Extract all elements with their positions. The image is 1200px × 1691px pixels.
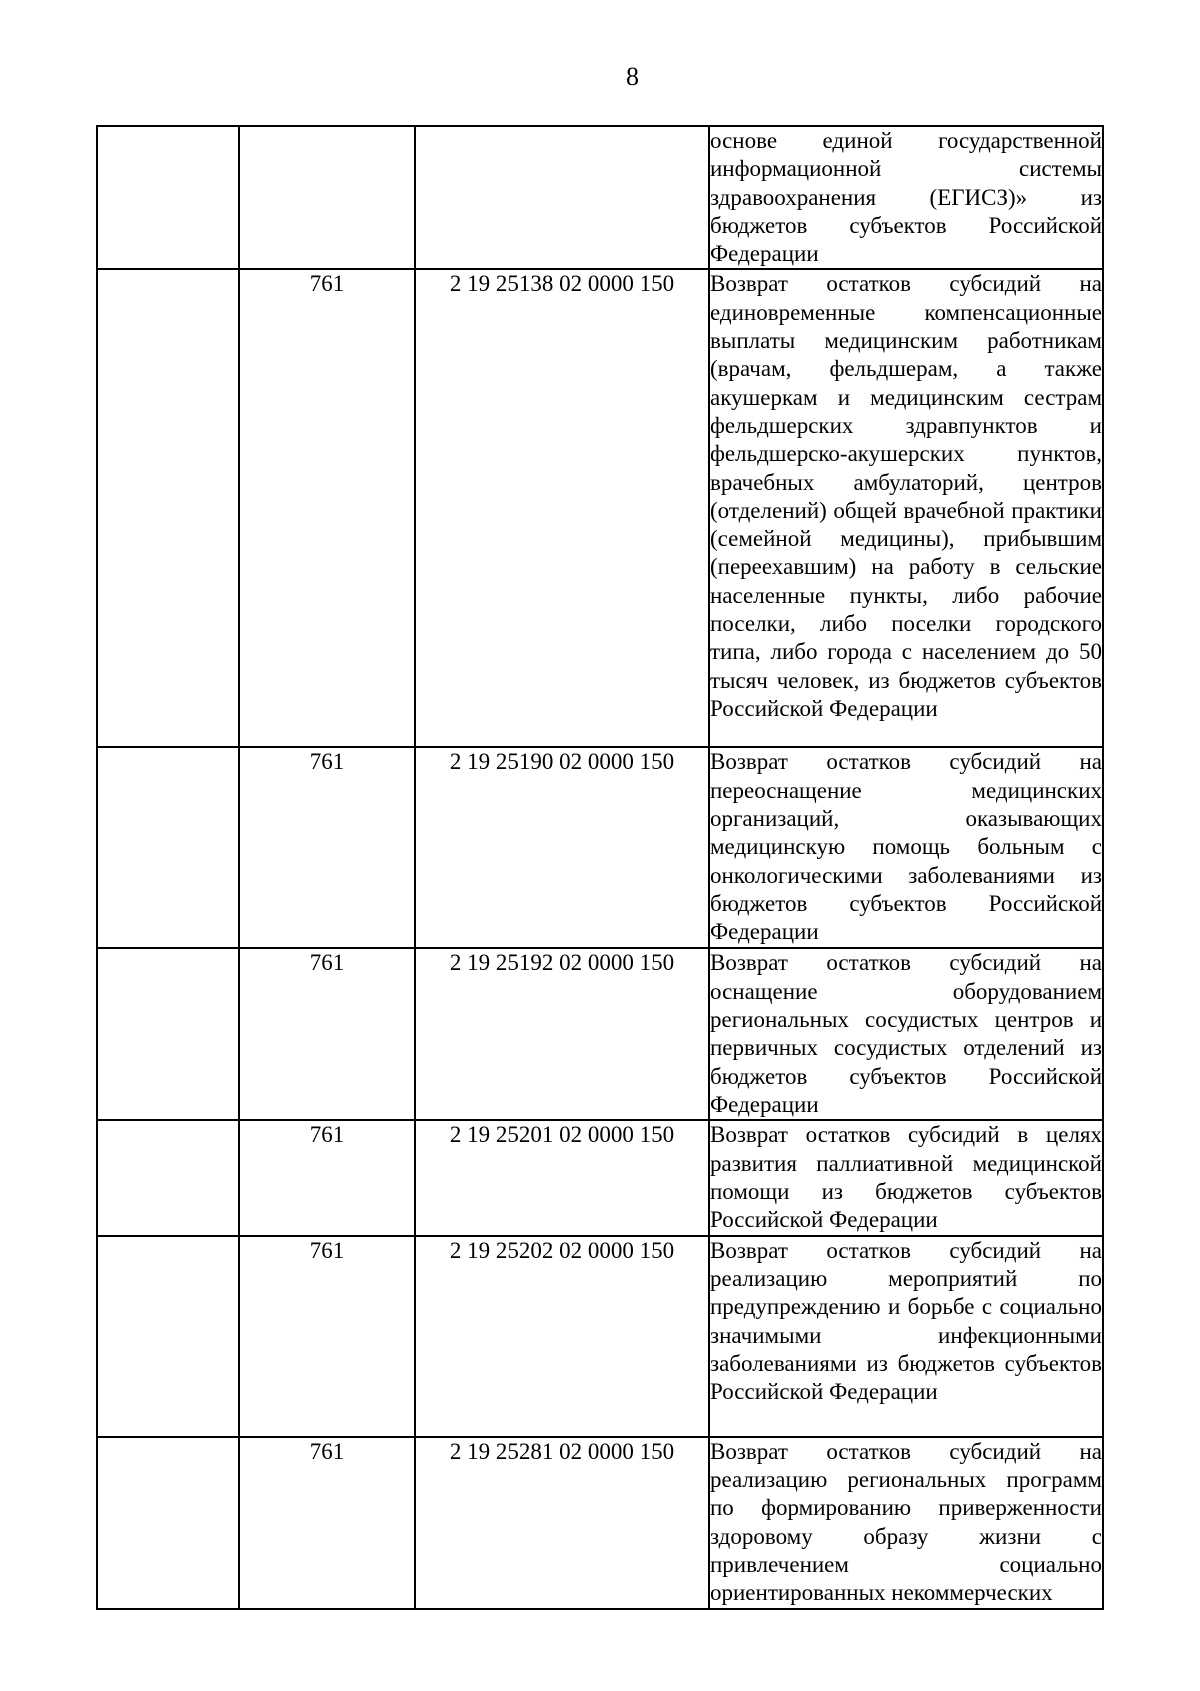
admin-code-cell: 761 [239, 1120, 415, 1235]
revenue-name-cell: основе единой государственной информационной системы здравоохранения (ЕГИСЗ)» из бюджетов субъектов Российской Федерации [709, 126, 1103, 269]
kbk-code-cell: 2 19 25192 02 0000 150 [415, 948, 709, 1120]
page-number: 8 [626, 62, 639, 91]
table-row [97, 747, 1103, 948]
revenue-name-cell: Возврат остатков субсидий на реализацию региональных программ по формированию приверженности здоровому образу жизни с привлечением социально ориентированных некоммерческих [709, 1437, 1103, 1609]
empty-cell [97, 269, 239, 747]
kbk-code-cell: 2 19 25138 02 0000 150 [415, 269, 709, 747]
kbk-code-cell: 2 19 25201 02 0000 150 [415, 1120, 709, 1235]
empty-cell [97, 1437, 239, 1609]
kbk-code-cell: 2 19 25190 02 0000 150 [415, 747, 709, 948]
revenue-name-cell: Возврат остатков субсидий на реализацию мероприятий по предупреждению и борьбе с социально значимыми инфекционными заболеваниями из бюджетов субъектов Российской Федерации [709, 1236, 1103, 1437]
admin-code-cell: 761 [239, 1437, 415, 1609]
revenue-name-cell: Возврат остатков субсидий в целях развития паллиативной медицинской помощи из бюджетов субъектов Российской Федерации [709, 1120, 1103, 1235]
admin-code-cell: 761 [239, 747, 415, 948]
revenue-name-cell: Возврат остатков субсидий на единовременные компенсационные выплаты медицинским работникам (врачам, фельдшерам, а также акушеркам и медицинским сестрам фельдшерских здравпунктов и фельдшерско-акушерских пунктов, врачебных амбулаторий, центров (отделений) общей врачебной практики (семейной медицины), прибывшим (переехавшим) на работу в сельские населенные пункты, либо рабочие поселки, либо поселки городского типа, либо города с населением до 50 тысяч человек, из бюджетов субъектов Российской Федерации [709, 269, 1103, 747]
table-row [97, 269, 1103, 747]
kbk-code-cell: 2 19 25281 02 0000 150 [415, 1437, 709, 1609]
empty-cell [97, 948, 239, 1120]
admin-code-cell: 761 [239, 1236, 415, 1437]
empty-cell [97, 126, 239, 269]
kbk-code-cell [415, 126, 709, 269]
kbk-code-cell: 2 19 25202 02 0000 150 [415, 1236, 709, 1437]
admin-code-cell [239, 126, 415, 269]
admin-code-cell: 761 [239, 269, 415, 747]
admin-code-cell: 761 [239, 948, 415, 1120]
table-row [97, 948, 1103, 1120]
table-row [97, 1236, 1103, 1437]
empty-cell [97, 747, 239, 948]
table-row [97, 126, 1103, 269]
table-row [97, 1120, 1103, 1235]
revenue-name-cell: Возврат остатков субсидий на оснащение оборудованием региональных сосудистых центров и первичных сосудистых отделений из бюджетов субъектов Российской Федерации [709, 948, 1103, 1120]
revenue-name-cell: Возврат остатков субсидий на переоснащение медицинских организаций, оказывающих медицинскую помощь больным с онкологическими заболеваниями из бюджетов субъектов Российской Федерации [709, 747, 1103, 948]
table-row [97, 1437, 1103, 1609]
empty-cell [97, 1120, 239, 1235]
budget-classification-table [96, 125, 1104, 1610]
empty-cell [97, 1236, 239, 1437]
